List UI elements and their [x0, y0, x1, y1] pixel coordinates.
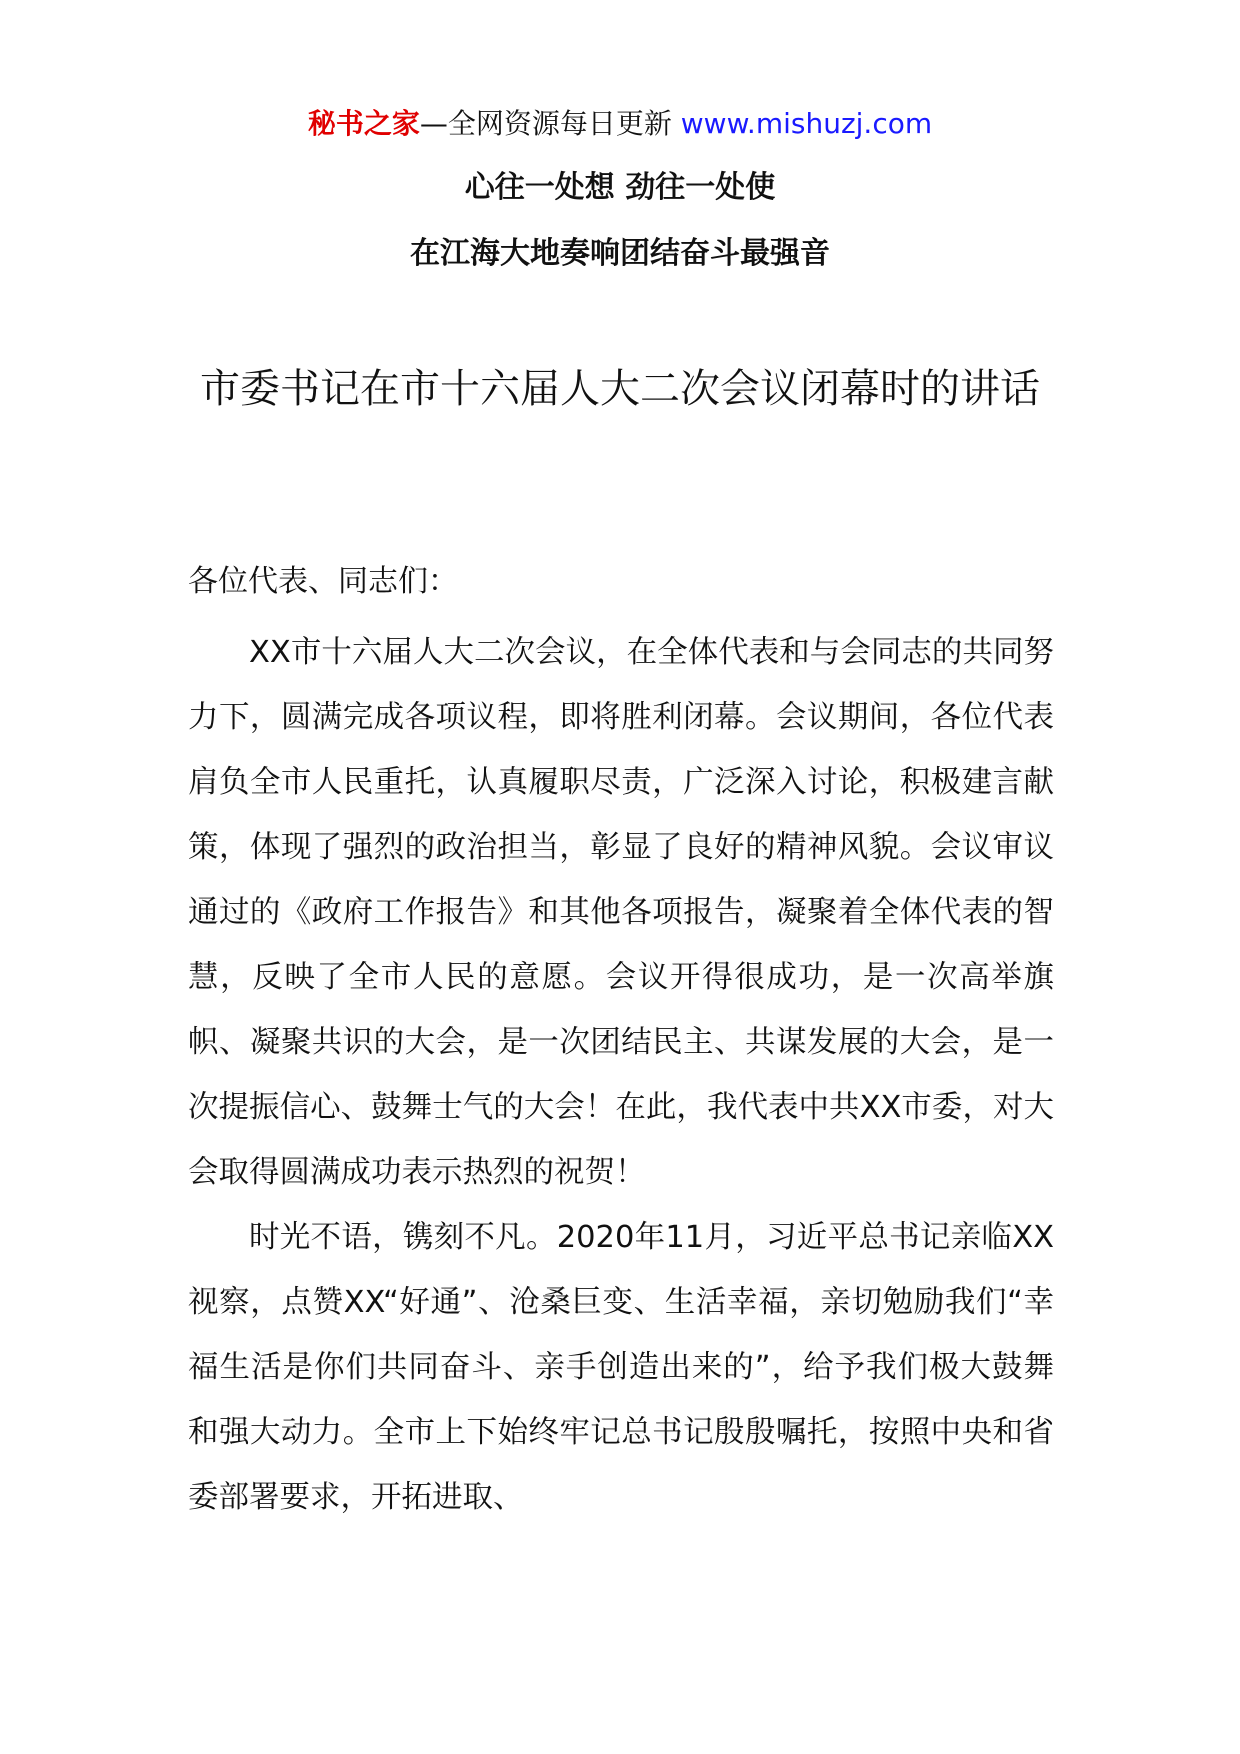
site-header [0, 104, 1240, 144]
sub-heading-2: 在江海大地奏响团结奋斗最强音 [410, 236, 830, 271]
sub-heading-1: 心往一处想 劲往一处使 [464, 170, 776, 205]
document-body [188, 620, 1054, 1530]
document-title: 市委书记在市十六届人大二次会议闭幕时的讲话 [200, 366, 1040, 412]
body-paragraph-2: 时光不语，镌刻不凡。2020年11月，习近平总书记亲临XX视察，点赞XX“好通”、沧桑巨变、生活幸福，亲切勉励我们“幸福生活是你们共同奋斗、亲手创造出来的”，给予我们极大鼓舞和强大动力。全市上下始终牢记总书记殷殷嘱托，按照中央和省委部署要求，开拓进取、 [188, 1220, 1054, 1515]
brand-name: 秘书之家 [307, 107, 420, 140]
body-paragraph-1: XX市十六届人大二次会议，在全体代表和与会同志的共同努力下，圆满完成各项议程，即将胜利闭幕。会议期间，各位代表肩负全市人民重托，认真履职尽责，广泛深入讨论，积极建言献策，体现了强烈的政治担当，彰显了良好的精神风貌。会议审议通过的《政府工作报告》和其他各项报告，凝聚着全体代表的智慧，反映了全市人民的意愿。会议开得很成功，是一次高举旗帜、凝聚共识的大会，是一次团结民主、共谋发展的大会，是一次提振信心、鼓舞士气的大会！在此，我代表中共XX市委，对大会取得圆满成功表示热烈的祝贺！ [188, 635, 1054, 1190]
site-url-link[interactable]: www.mishuzj.com [680, 107, 933, 140]
header-tagline: —全网资源每日更新 [419, 107, 681, 140]
salutation: 各位代表、同志们： [188, 564, 458, 599]
